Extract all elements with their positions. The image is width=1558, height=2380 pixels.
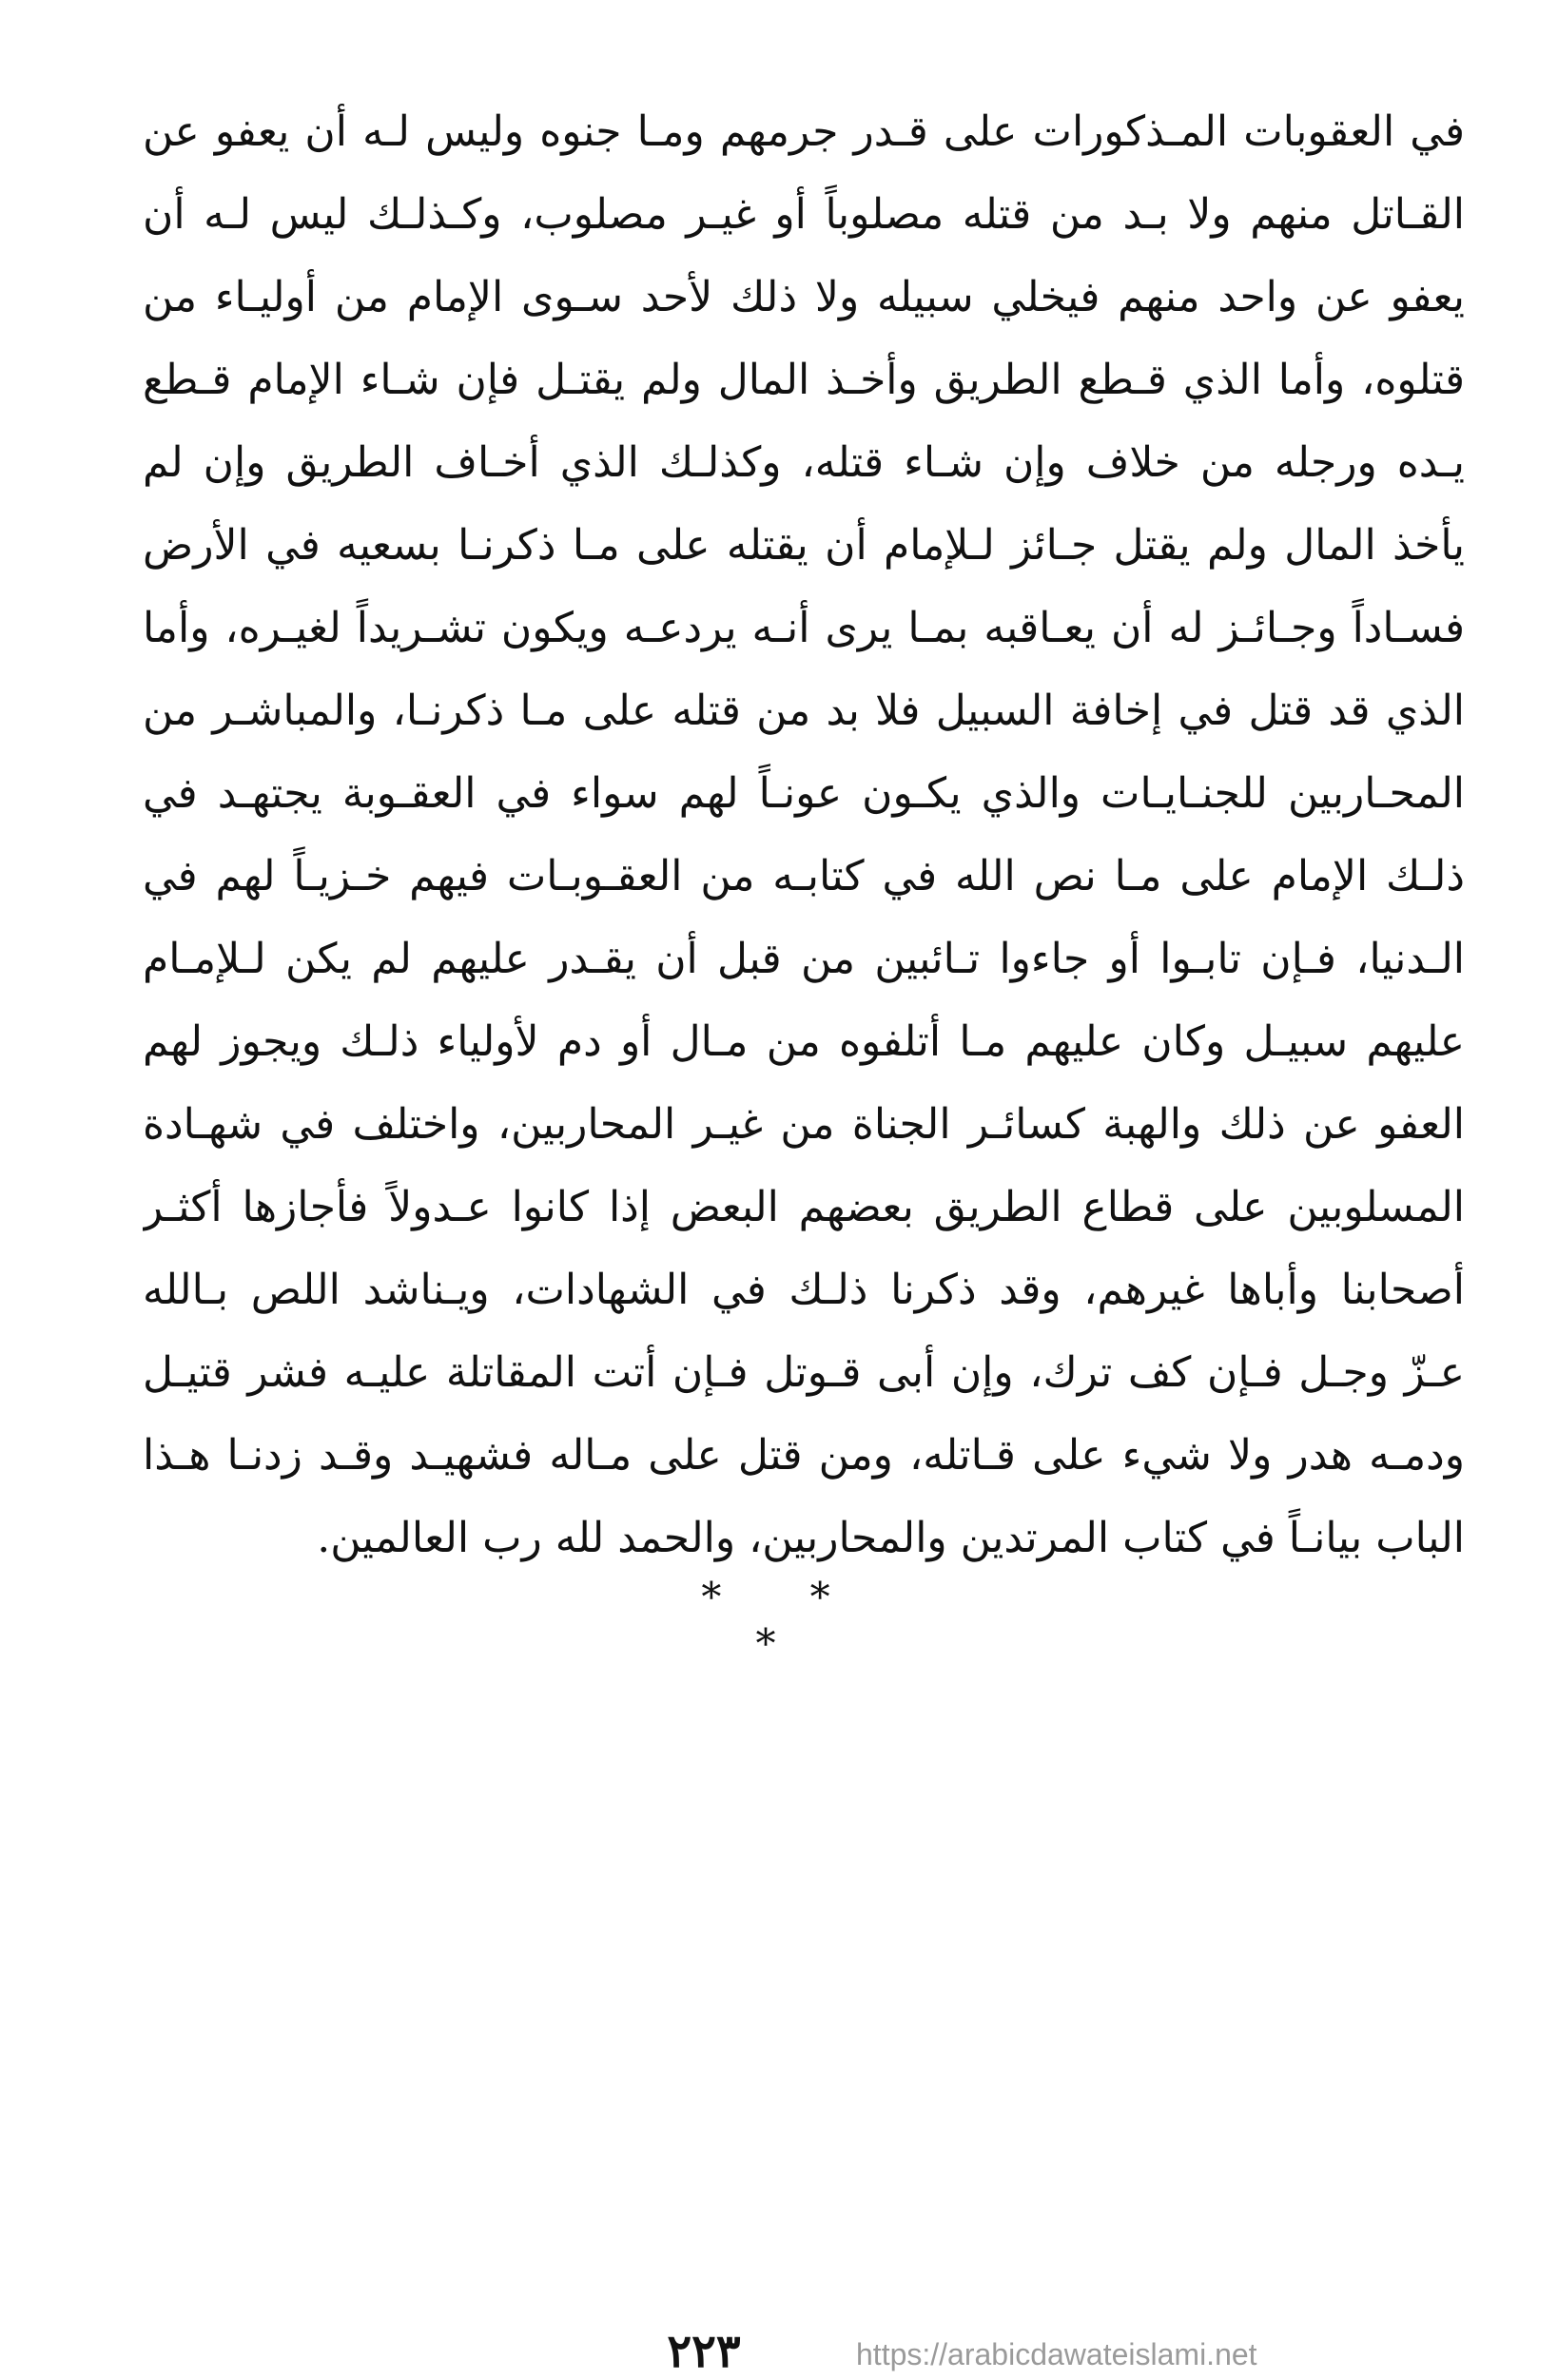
text-line: ذلـك الإمام على مـا نص الله في كتابـه من العقـوبـات فيهم خـزيـاً لهم في (143, 852, 1465, 900)
text-line: ودمـه هدر ولا شيء على قـاتله، ومن قتل على مـاله فشهيـد وقـد زدنـا هـذا (143, 1431, 1465, 1480)
text-line: في العقوبات المـذكورات على قـدر جرمهم ومـا جنوه وليس لـه أن يعفو عن (143, 107, 1465, 156)
text-line: يعفو عن واحد منهم فيخلي سبيله ولا ذلك لأحد سـوى الإمام من أوليـاء من (143, 273, 1465, 321)
body-text (143, 90, 1465, 1579)
text-line: الذي قد قتل في إخافة السبيل فلا بد من قتله على مـا ذكرنـا، والمباشـر من (143, 687, 1465, 735)
watermark-url: https://arabicdawateislami.net (856, 2337, 1257, 2371)
text-line: عليهم سبيـل وكان عليهم مـا أتلفوه من مـال أو دم لأولياء ذلـك ويجوز لهم (143, 1017, 1465, 1066)
page-number: ٢٢٣ (667, 2325, 741, 2378)
text-line: عـزّ وجـل فـإن كف ترك، وإن أبى قـوتل فـإن أتت المقاتلة عليـه فشر قتيـل (143, 1348, 1465, 1397)
text-line: العفو عن ذلك والهبة كسائـر الجناة من غيـر المحاربين، واختلف في شهـادة (143, 1100, 1465, 1149)
text-line: يـده ورجله من خلاف وإن شـاء قتله، وكذلـك الذي أخـاف الطريق وإن لم (143, 438, 1465, 487)
text-line: الباب بيانـاً في كتاب المرتدين والمحاربين، والحمد لله رب العالمين. (317, 1514, 1465, 1562)
text-line: فسـاداً وجـائـز له أن يعـاقبه بمـا يرى أنـه يردعـه ويكون تشـريداً لغيـره، وأما (143, 604, 1465, 652)
text-line: قتلوه، وأما الذي قـطع الطريق وأخـذ المال ولم يقتـل فإن شـاء الإمام قـطع (143, 356, 1465, 404)
text-line: الـدنيا، فـإن تابـوا أو جاءوا تـائبين من قبل أن يقـدر عليهم لم يكن لـلإمـام (143, 935, 1465, 983)
section-separator: * * * (701, 1574, 868, 1667)
text-line: المسلوبين على قطاع الطريق بعضهم البعض إذا كانوا عـدولاً فأجازها أكثـر (143, 1183, 1465, 1231)
text-line: المحـاربين للجنـايـات والذي يكـون عونـاً لهم سواء في العقـوبة يجتهـد في (143, 769, 1465, 818)
text-line: أصحابنا وأباها غيرهم، وقد ذكرنا ذلـك في الشهادات، ويـناشد اللص بـالله (143, 1266, 1465, 1314)
text-line: يأخذ المال ولم يقتل جـائز لـلإمام أن يقتله على مـا ذكرنـا بسعيه في الأرض (143, 521, 1465, 570)
text-line: القـاتل منهم ولا بـد من قتله مصلوباً أو غيـر مصلوب، وكـذلـك ليس لـه أن (143, 190, 1465, 239)
